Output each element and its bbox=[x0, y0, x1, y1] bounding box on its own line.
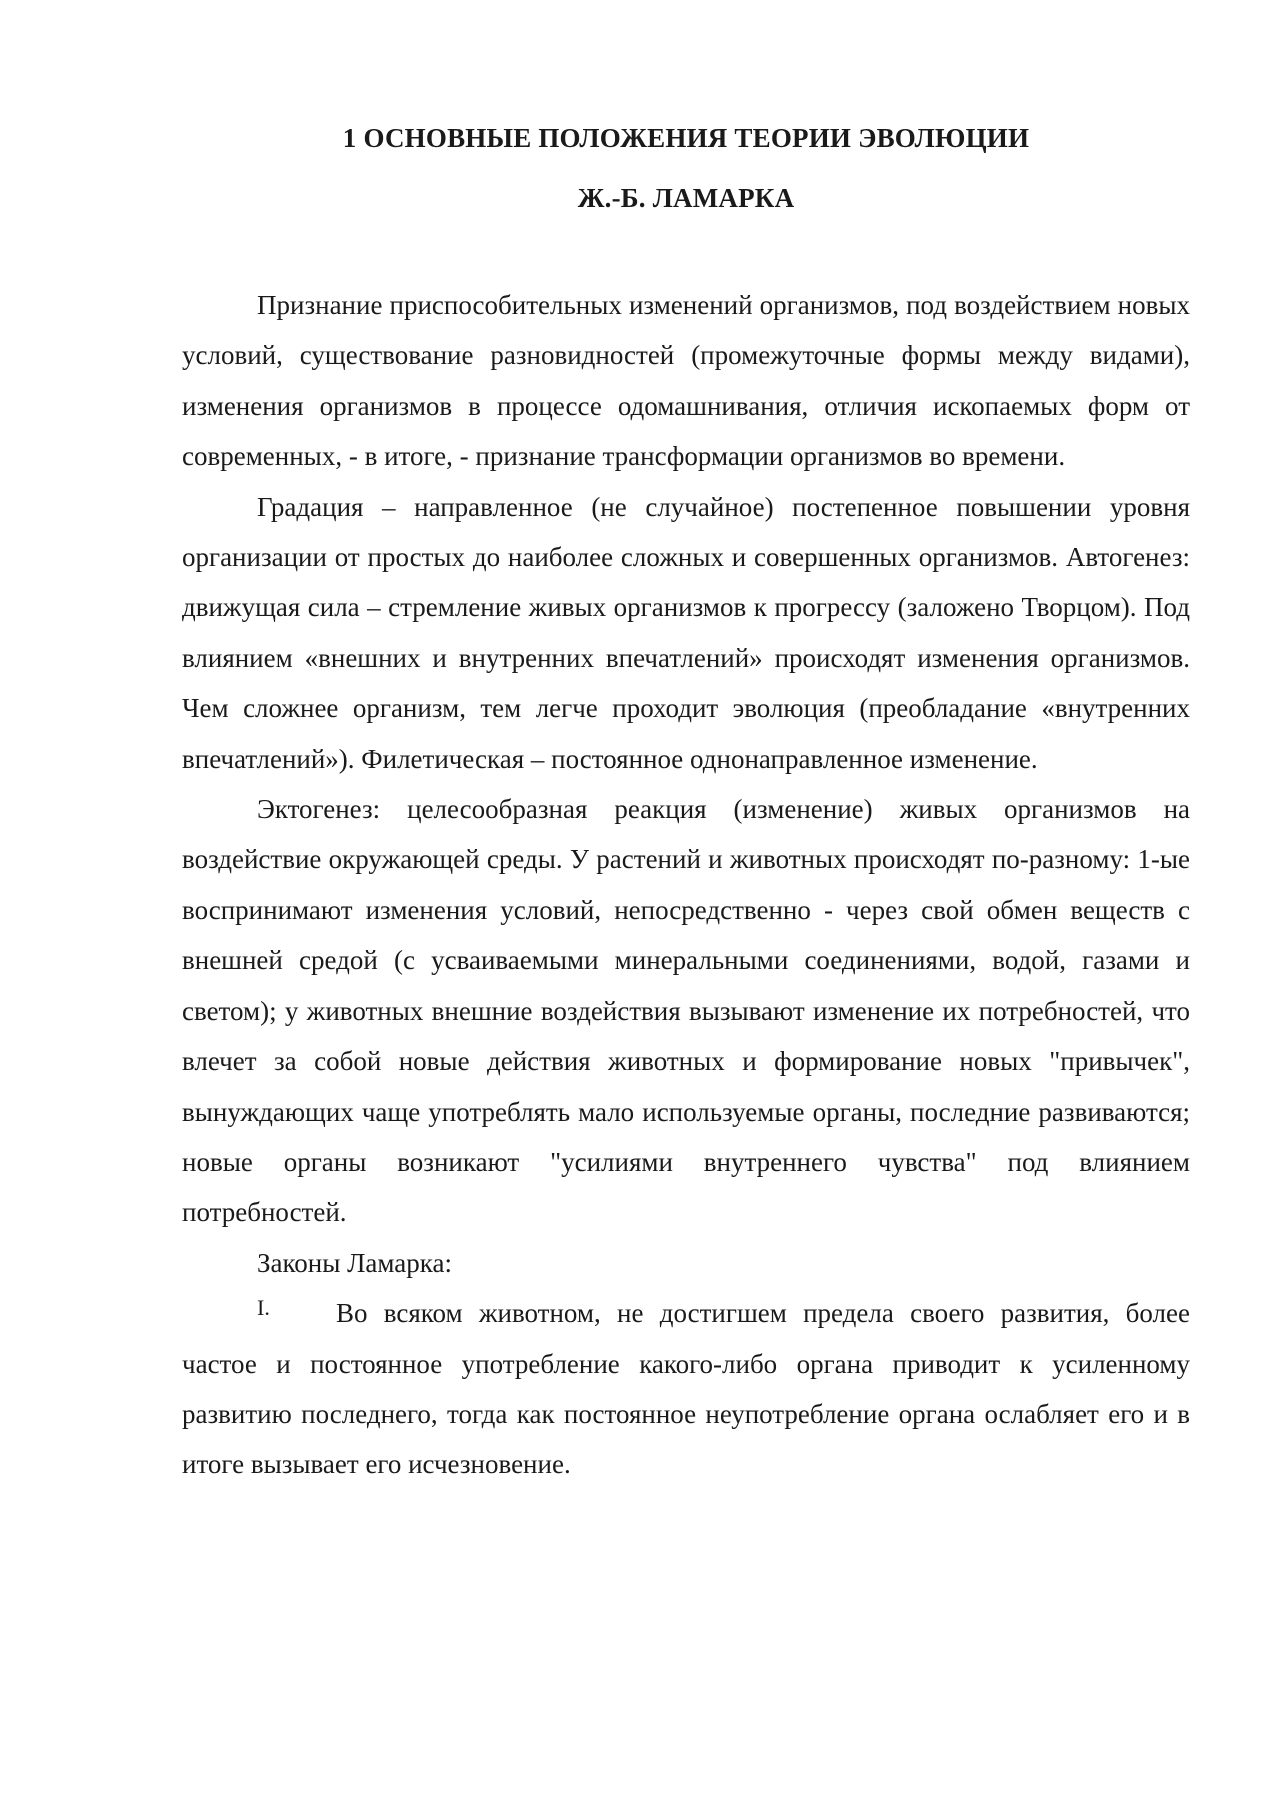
paragraph-gradation: Градация – направленное (не случайное) постепенное повышении уровня организации от простых до наиболее сложных и совершенных организмов. Автогенез: движущая сила – стремление живых организмов к прогрессу (заложено Творцом). Под влиянием «внешних и внутренних впечатлений» происходят изменения организмов. Чем сложнее организм, тем легче проходит эволюция (преобладание «внутренних впечатлений»). Филетическая – постоянное однонаправленное изменение. bbox=[182, 491, 1190, 774]
paragraph-laws-heading: Законы Ламарка: bbox=[257, 1247, 452, 1278]
law-item-1 bbox=[182, 1288, 1190, 1490]
law-text: Во всяком животном, не достигшем предела своего развития, более частое и постоянное употребление какого-либо органа приводит к усиленному развитию последнего, тогда как постоянное неупотребление органа ослабляет его и в итоге вызывает его исчезновение. bbox=[182, 1298, 1190, 1480]
page-title-line-1: 1 ОСНОВНЫЕ ПОЛОЖЕНИЯ ТЕОРИИ ЭВОЛЮЦИИ bbox=[342, 123, 1030, 153]
paragraph-recognition: Признание приспособительных изменений организмов, под воздействием новых условий, существование разновидностей (промежуточные формы между видами), изменения организмов в процессе одомашнивания, отличия ископаемых форм от современных, - в итоге, - признание трансформации организмов во времени. bbox=[182, 290, 1190, 472]
page-title-line-2: Ж.-Б. ЛАМАРКА bbox=[577, 183, 795, 213]
law-number: I. bbox=[257, 1295, 270, 1321]
document-body bbox=[182, 280, 1190, 1490]
paragraph-ectogenesis: Эктогенез: целесообразная реакция (изменение) живых организмов на воздействие окружающей среды. У растений и животных происходят по-разному: 1-ые воспринимают изменения условий, непосредственно - через свой обмен веществ с внешней средой (с усваиваемыми минеральными соединениями, водой, газами и светом); у животных внешние воздействия вызывают изменение их потребностей, что влечет за собой новые действия животных и формирование новых "привычек", вынуждающих чаще употреблять мало используемые органы, последние развиваются; новые органы возникают "усилиями внутреннего чувства" под влиянием потребностей. bbox=[182, 794, 1190, 1228]
